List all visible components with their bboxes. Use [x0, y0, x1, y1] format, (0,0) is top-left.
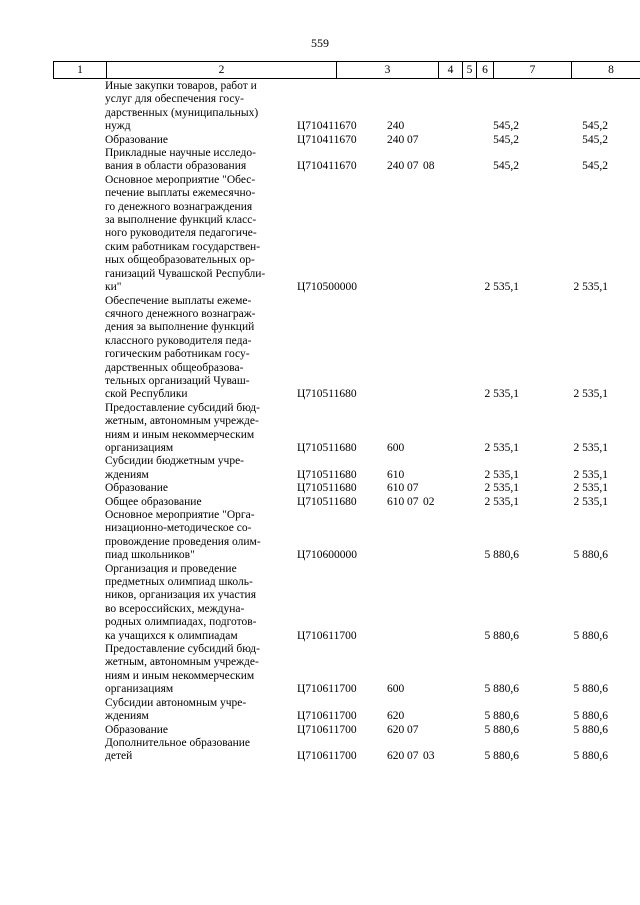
amount-column-8: 545,2 — [582, 133, 608, 146]
section-code: 07 — [407, 133, 419, 146]
expense-name-line: ного руководителя педагогиче- — [105, 227, 257, 240]
amount-column-8: 545,2 — [582, 160, 608, 173]
expense-type-code: 600 — [387, 441, 405, 454]
expense-name — [105, 697, 282, 724]
table-row — [0, 496, 640, 509]
target-code: Ц710611700 — [297, 629, 357, 642]
expense-name-line: ганизаций Чувашской Республи- — [105, 267, 266, 280]
amount-column-8: 545,2 — [582, 120, 608, 133]
expense-name-line: ниям и иным некоммерческим — [105, 669, 255, 682]
expense-name-line: сячного денежного вознаграж- — [105, 307, 256, 320]
column-header-row — [54, 62, 640, 79]
table-row — [0, 295, 640, 402]
section-code: 07 — [407, 750, 419, 763]
target-code: Ц710600000 — [297, 549, 358, 562]
expense-name — [105, 455, 282, 482]
expense-name — [105, 482, 282, 495]
expense-type-code: 610 — [387, 495, 405, 508]
table-row — [0, 697, 640, 724]
expense-name-line: Прикладные научные исследо- — [105, 147, 256, 160]
target-code: Ц710611700 — [297, 683, 357, 696]
column-header-7: 7 — [494, 62, 572, 79]
amount-column-8: 5 880,6 — [573, 549, 608, 562]
expense-type-code: 610 — [387, 482, 405, 495]
amount-column-8: 5 880,6 — [573, 683, 608, 696]
expense-name — [105, 724, 282, 737]
expense-name — [105, 80, 282, 134]
amount-column-7: 545,2 — [493, 133, 519, 146]
expense-type-code: 620 — [387, 723, 405, 736]
expense-name-line: ниям и иным некоммерческим — [105, 428, 255, 441]
expense-name-line: дения за выполнение функций — [105, 321, 255, 334]
amount-column-7: 2 535,1 — [484, 482, 519, 495]
page-number: 559 — [311, 36, 329, 50]
table-row — [0, 174, 640, 295]
amount-column-7: 5 880,6 — [484, 710, 519, 723]
expense-name — [105, 496, 282, 509]
expense-name — [105, 402, 282, 456]
table-row — [0, 509, 640, 563]
expense-name-line: ским работникам государствен- — [105, 240, 261, 253]
table-row — [0, 134, 640, 147]
expense-name-line: жетным, автономным учрежде- — [105, 415, 259, 428]
expense-name-line: го денежного вознаграждения — [105, 200, 253, 213]
amount-column-7: 5 880,6 — [484, 750, 519, 763]
expense-name-line: ка учащихся к олимпиадам — [105, 629, 238, 642]
amount-column-7: 2 535,1 — [484, 441, 519, 454]
expense-name — [105, 737, 282, 764]
expense-type-code: 610 — [387, 468, 405, 481]
expense-name-line: ников, организация их участия — [105, 589, 256, 602]
expense-name-line: Предоставление субсидий бюд- — [105, 643, 260, 656]
expense-name-line: Образование — [105, 723, 169, 736]
expense-name-line: вания в области образования — [105, 160, 247, 173]
expense-name-line: Основное мероприятие "Орга- — [105, 509, 255, 521]
table-row — [0, 80, 640, 134]
subsection-code: 08 — [423, 160, 435, 173]
target-code: Ц710511680 — [297, 468, 357, 481]
expense-name-line: печение выплаты ежемесячно- — [105, 187, 256, 200]
amount-column-7: 5 880,6 — [484, 629, 519, 642]
expense-name-line: Образование — [105, 133, 169, 146]
target-code: Ц710411670 — [297, 133, 357, 146]
expense-type-code: 240 — [387, 133, 405, 146]
expense-name — [105, 295, 282, 402]
expense-name-line: ждениям — [105, 710, 149, 723]
expense-name-line: низационно-методическое со- — [105, 522, 252, 535]
expense-name — [105, 134, 282, 147]
expense-name — [105, 643, 282, 697]
expense-type-code: 620 — [387, 710, 405, 723]
expense-name-line: провождение проведения олим- — [105, 535, 261, 548]
expense-name — [105, 509, 282, 563]
table-row — [0, 482, 640, 495]
amount-column-8: 5 880,6 — [573, 629, 608, 642]
target-code: Ц710511680 — [297, 441, 357, 454]
expense-name-line: Организация и проведение — [105, 562, 237, 575]
expense-name-line: организациям — [105, 441, 174, 454]
amount-column-8: 2 535,1 — [573, 281, 608, 294]
amount-column-8: 5 880,6 — [573, 710, 608, 723]
target-code: Ц710611700 — [297, 750, 357, 763]
expense-name-line: ской Республики — [105, 388, 188, 401]
section-code: 07 — [407, 495, 419, 508]
target-code: Ц710411670 — [297, 160, 357, 173]
expense-name-line: Основное мероприятие "Обес- — [105, 173, 256, 186]
column-header-1: 1 — [54, 62, 107, 79]
expense-name-line: родных олимпиадах, подготов- — [105, 616, 257, 629]
expense-name-line: Субсидии автономным учре- — [105, 696, 247, 709]
target-code: Ц710611700 — [297, 723, 357, 736]
target-code: Ц710511680 — [297, 388, 357, 401]
expense-name-line: предметных олимпиад школь- — [105, 576, 253, 589]
expense-name-line: классного руководителя педа- — [105, 334, 252, 347]
column-header-table — [53, 61, 640, 79]
amount-column-7: 5 880,6 — [484, 683, 519, 696]
expense-name — [105, 174, 282, 295]
expense-name-line: Предоставление субсидий бюд- — [105, 401, 260, 414]
column-header-8: 8 — [572, 62, 640, 79]
expense-name-line: ных общеобразовательных ор- — [105, 254, 255, 267]
column-header-4: 4 — [439, 62, 463, 79]
amount-column-8: 5 880,6 — [573, 723, 608, 736]
section-code: 07 — [407, 160, 419, 173]
expense-name-line: дарственных (муниципальных) — [105, 106, 259, 119]
target-code: Ц710411670 — [297, 120, 357, 133]
amount-column-7: 545,2 — [493, 120, 519, 133]
expense-type-code: 240 — [387, 160, 405, 173]
expense-name-line: организациям — [105, 683, 174, 696]
amount-column-7: 2 535,1 — [484, 281, 519, 294]
expense-name-line: нужд — [105, 120, 131, 133]
amount-column-7: 5 880,6 — [484, 549, 519, 562]
column-header-2: 2 — [107, 62, 337, 79]
table-row — [0, 724, 640, 737]
section-code: 07 — [407, 723, 419, 736]
table-row — [0, 147, 640, 174]
amount-column-8: 2 535,1 — [573, 441, 608, 454]
table-row — [0, 402, 640, 456]
expense-name-line: Общее образование — [105, 495, 202, 508]
expense-name-line: гогическим работникам госу- — [105, 348, 250, 361]
amount-column-7: 2 535,1 — [484, 388, 519, 401]
expense-type-code: 600 — [387, 683, 405, 696]
expense-name-line: за выполнение функций класс- — [105, 214, 257, 227]
amount-column-8: 2 535,1 — [573, 468, 608, 481]
column-header-6: 6 — [477, 62, 494, 79]
section-code: 07 — [407, 482, 419, 495]
expense-name-line: во всероссийских, междуна- — [105, 602, 245, 615]
target-code: Ц710500000 — [297, 281, 358, 294]
expense-type-code: 240 — [387, 120, 405, 133]
expense-name-line: жетным, автономным учрежде- — [105, 656, 259, 669]
table-row — [0, 563, 640, 643]
expense-name-line: тельных организаций Чуваш- — [105, 374, 250, 387]
amount-column-8: 2 535,1 — [573, 495, 608, 508]
amount-column-8: 2 535,1 — [573, 388, 608, 401]
expense-type-code: 620 — [387, 750, 405, 763]
expense-name — [105, 563, 282, 643]
amount-column-7: 2 535,1 — [484, 495, 519, 508]
amount-column-8: 5 880,6 — [573, 750, 608, 763]
table-row — [0, 455, 640, 482]
target-code: Ц710511680 — [297, 482, 357, 495]
amount-column-8: 2 535,1 — [573, 482, 608, 495]
expense-name-line: Образование — [105, 482, 169, 495]
amount-column-7: 2 535,1 — [484, 468, 519, 481]
target-code: Ц710511680 — [297, 495, 357, 508]
expense-name-line: ждениям — [105, 468, 149, 481]
table-row — [0, 643, 640, 697]
amount-column-7: 545,2 — [493, 160, 519, 173]
column-header-5: 5 — [463, 62, 477, 79]
target-code: Ц710611700 — [297, 710, 357, 723]
column-header-3: 3 — [337, 62, 439, 79]
expense-name — [105, 147, 282, 174]
expense-name-line: пиад школьников" — [105, 549, 195, 562]
expense-name-line: Дополнительное образование — [105, 736, 251, 749]
table-row — [0, 737, 640, 764]
expense-name-line: ки" — [105, 281, 122, 294]
expense-name-line: дарственных общеобразова- — [105, 361, 244, 374]
budget-table-body — [0, 80, 640, 764]
expense-name-line: Субсидии бюджетным учре- — [105, 455, 245, 468]
subsection-code: 02 — [423, 495, 435, 508]
expense-name-line: Обеспечение выплаты ежеме- — [105, 294, 252, 307]
expense-name-line: Иные закупки товаров, работ и — [105, 80, 257, 92]
expense-name-line: услуг для обеспечения госу- — [105, 93, 244, 106]
amount-column-7: 5 880,6 — [484, 723, 519, 736]
expense-name-line: детей — [105, 750, 133, 763]
subsection-code: 03 — [423, 750, 435, 763]
